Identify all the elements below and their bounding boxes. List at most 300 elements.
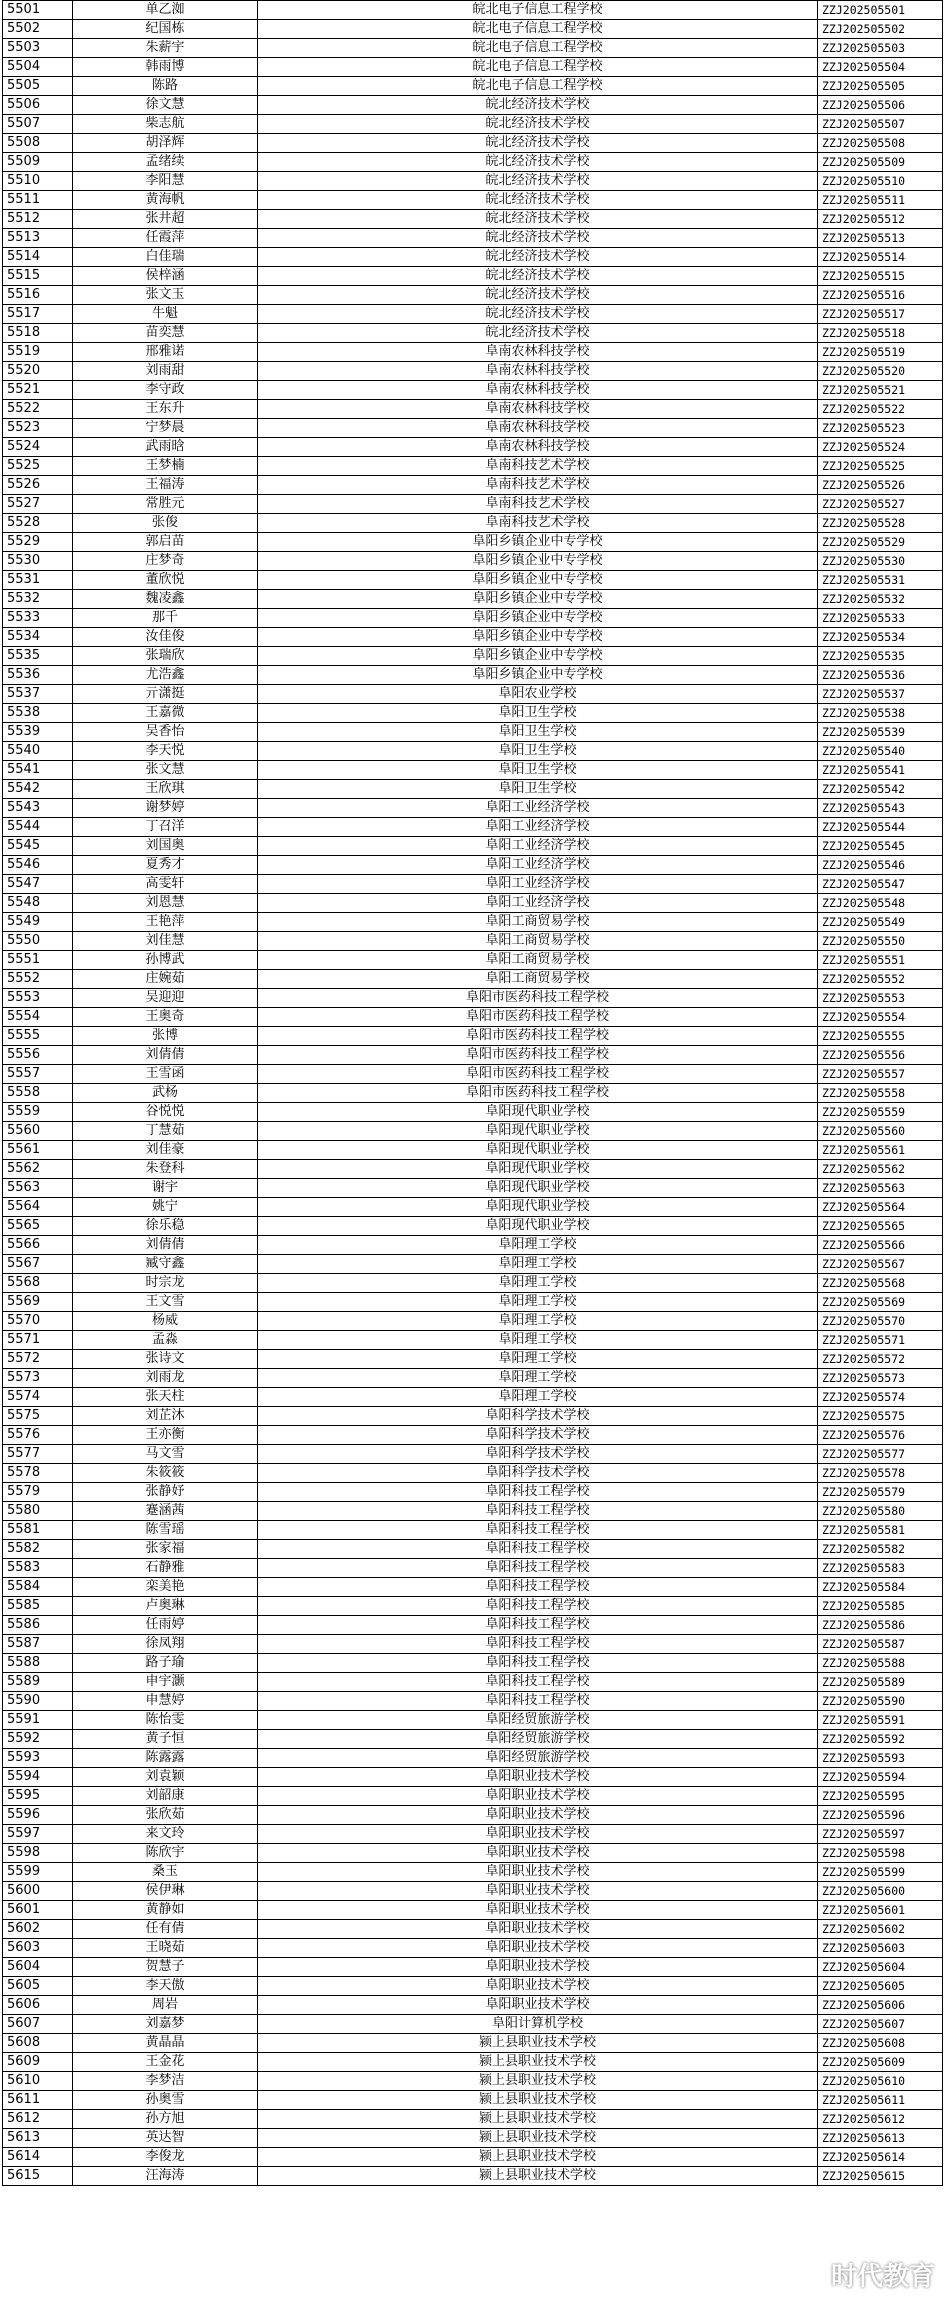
student-name-cell: 黄静如 [73, 1901, 258, 1920]
row-number-cell: 5565 [3, 1217, 73, 1236]
table-row [3, 191, 943, 210]
ticket-code-cell: ZZJ202505581 [818, 1521, 943, 1540]
student-name-cell: 任雨婷 [73, 1616, 258, 1635]
student-name-cell: 王梦楠 [73, 457, 258, 476]
ticket-code-cell: ZZJ202505523 [818, 419, 943, 438]
student-name-cell: 刘韶康 [73, 1787, 258, 1806]
ticket-code-cell: ZZJ202505554 [818, 1008, 943, 1027]
table-row [3, 1692, 943, 1711]
student-name-cell: 陈露露 [73, 1749, 258, 1768]
school-name-cell: 阜南农林科技学校 [258, 362, 818, 381]
student-name-cell: 周岩 [73, 1996, 258, 2015]
school-name-cell: 阜阳卫生学校 [258, 780, 818, 799]
school-name-cell: 皖北经济技术学校 [258, 96, 818, 115]
student-name-cell: 侯伊琳 [73, 1882, 258, 1901]
ticket-code-cell: ZZJ202505508 [818, 134, 943, 153]
ticket-code-cell: ZZJ202505502 [818, 20, 943, 39]
school-name-cell: 皖北电子信息工程学校 [258, 1, 818, 20]
table-row [3, 1445, 943, 1464]
student-name-cell: 单乙洳 [73, 1, 258, 20]
table-row [3, 837, 943, 856]
school-name-cell: 阜南科技艺术学校 [258, 476, 818, 495]
student-name-cell: 谢宇 [73, 1179, 258, 1198]
table-row [3, 609, 943, 628]
table-row [3, 1236, 943, 1255]
student-name-cell: 朱薪宇 [73, 39, 258, 58]
row-number-cell: 5580 [3, 1502, 73, 1521]
table-row [3, 533, 943, 552]
table-row [3, 1730, 943, 1749]
student-name-cell: 路子瑜 [73, 1654, 258, 1673]
table-row [3, 951, 943, 970]
student-name-cell: 陈雪瑶 [73, 1521, 258, 1540]
ticket-code-cell: ZZJ202505505 [818, 77, 943, 96]
student-name-cell: 武杨 [73, 1084, 258, 1103]
row-number-cell: 5534 [3, 628, 73, 647]
row-number-cell: 5520 [3, 362, 73, 381]
ticket-code-cell: ZZJ202505563 [818, 1179, 943, 1198]
school-name-cell: 阜阳职业技术学校 [258, 1844, 818, 1863]
school-name-cell: 阜阳现代职业学校 [258, 1103, 818, 1122]
student-name-cell: 来文玲 [73, 1825, 258, 1844]
table-row [3, 1711, 943, 1730]
row-number-cell: 5604 [3, 1958, 73, 1977]
table-row [3, 590, 943, 609]
table-row [3, 2053, 943, 2072]
ticket-code-cell: ZZJ202505587 [818, 1635, 943, 1654]
school-name-cell: 阜阳科技工程学校 [258, 1559, 818, 1578]
school-name-cell: 皖北经济技术学校 [258, 324, 818, 343]
school-name-cell: 阜阳职业技术学校 [258, 1882, 818, 1901]
school-name-cell: 阜阳现代职业学校 [258, 1141, 818, 1160]
ticket-code-cell: ZZJ202505566 [818, 1236, 943, 1255]
school-name-cell: 皖北经济技术学校 [258, 115, 818, 134]
ticket-code-cell: ZZJ202505565 [818, 1217, 943, 1236]
row-number-cell: 5597 [3, 1825, 73, 1844]
ticket-code-cell: ZZJ202505580 [818, 1502, 943, 1521]
ticket-code-cell: ZZJ202505507 [818, 115, 943, 134]
row-number-cell: 5605 [3, 1977, 73, 1996]
row-number-cell: 5596 [3, 1806, 73, 1825]
row-number-cell: 5588 [3, 1654, 73, 1673]
school-name-cell: 阜阳农业学校 [258, 685, 818, 704]
table-row [3, 818, 943, 837]
ticket-code-cell: ZZJ202505588 [818, 1654, 943, 1673]
row-number-cell: 5610 [3, 2072, 73, 2091]
school-name-cell: 阜阳经贸旅游学校 [258, 1711, 818, 1730]
table-row [3, 1369, 943, 1388]
row-number-cell: 5566 [3, 1236, 73, 1255]
row-number-cell: 5515 [3, 267, 73, 286]
student-name-cell: 谢梦婷 [73, 799, 258, 818]
school-name-cell: 阜阳科学技术学校 [258, 1407, 818, 1426]
table-row [3, 552, 943, 571]
ticket-code-cell: ZZJ202505610 [818, 2072, 943, 2091]
school-name-cell: 阜阳科技工程学校 [258, 1616, 818, 1635]
student-name-cell: 李俊龙 [73, 2148, 258, 2167]
student-name-cell: 黄子恒 [73, 1730, 258, 1749]
ticket-code-cell: ZZJ202505527 [818, 495, 943, 514]
school-name-cell: 阜阳乡镇企业中专学校 [258, 628, 818, 647]
ticket-code-cell: ZZJ202505606 [818, 1996, 943, 2015]
row-number-cell: 5587 [3, 1635, 73, 1654]
table-row [3, 419, 943, 438]
row-number-cell: 5512 [3, 210, 73, 229]
row-number-cell: 5573 [3, 1369, 73, 1388]
table-row [3, 1312, 943, 1331]
school-name-cell: 阜阳职业技术学校 [258, 1977, 818, 1996]
student-name-cell: 朱登科 [73, 1160, 258, 1179]
school-name-cell: 阜阳乡镇企业中专学校 [258, 552, 818, 571]
student-name-cell: 陈路 [73, 77, 258, 96]
table-row [3, 1825, 943, 1844]
row-number-cell: 5556 [3, 1046, 73, 1065]
row-number-cell: 5583 [3, 1559, 73, 1578]
school-name-cell: 阜阳科技工程学校 [258, 1654, 818, 1673]
row-number-cell: 5564 [3, 1198, 73, 1217]
row-number-cell: 5526 [3, 476, 73, 495]
ticket-code-cell: ZZJ202505526 [818, 476, 943, 495]
ticket-code-cell: ZZJ202505597 [818, 1825, 943, 1844]
row-number-cell: 5600 [3, 1882, 73, 1901]
school-name-cell: 阜阳现代职业学校 [258, 1179, 818, 1198]
table-row [3, 970, 943, 989]
student-name-cell: 申宇灏 [73, 1673, 258, 1692]
row-number-cell: 5539 [3, 723, 73, 742]
row-number-cell: 5612 [3, 2110, 73, 2129]
ticket-code-cell: ZZJ202505595 [818, 1787, 943, 1806]
school-name-cell: 阜南科技艺术学校 [258, 514, 818, 533]
table-row [3, 913, 943, 932]
ticket-code-cell: ZZJ202505605 [818, 1977, 943, 1996]
ticket-code-cell: ZZJ202505582 [818, 1540, 943, 1559]
table-row [3, 77, 943, 96]
ticket-code-cell: ZZJ202505524 [818, 438, 943, 457]
student-name-cell: 常胜元 [73, 495, 258, 514]
ticket-code-cell: ZZJ202505555 [818, 1027, 943, 1046]
school-name-cell: 阜阳科技工程学校 [258, 1692, 818, 1711]
table-row [3, 514, 943, 533]
table-row [3, 58, 943, 77]
row-number-cell: 5608 [3, 2034, 73, 2053]
row-number-cell: 5541 [3, 761, 73, 780]
student-name-cell: 张欣茹 [73, 1806, 258, 1825]
ticket-code-cell: ZZJ202505586 [818, 1616, 943, 1635]
school-name-cell: 阜阳工业经济学校 [258, 875, 818, 894]
row-number-cell: 5569 [3, 1293, 73, 1312]
school-name-cell: 阜阳职业技术学校 [258, 1806, 818, 1825]
school-name-cell: 阜阳工商贸易学校 [258, 913, 818, 932]
ticket-code-cell: ZZJ202505573 [818, 1369, 943, 1388]
school-name-cell: 阜阳工业经济学校 [258, 799, 818, 818]
ticket-code-cell: ZZJ202505557 [818, 1065, 943, 1084]
table-row [3, 1882, 943, 1901]
table-row [3, 1464, 943, 1483]
row-number-cell: 5516 [3, 286, 73, 305]
table-row [3, 1673, 943, 1692]
ticket-code-cell: ZZJ202505585 [818, 1597, 943, 1616]
student-name-cell: 臧守鑫 [73, 1255, 258, 1274]
row-number-cell: 5568 [3, 1274, 73, 1293]
student-name-cell: 王雪函 [73, 1065, 258, 1084]
ticket-code-cell: ZZJ202505537 [818, 685, 943, 704]
student-name-cell: 武雨晗 [73, 438, 258, 457]
table-row [3, 1407, 943, 1426]
student-name-cell: 刘恩慧 [73, 894, 258, 913]
school-name-cell: 皖北电子信息工程学校 [258, 20, 818, 39]
row-number-cell: 5562 [3, 1160, 73, 1179]
ticket-code-cell: ZZJ202505613 [818, 2129, 943, 2148]
table-row [3, 780, 943, 799]
student-name-cell: 高雯轩 [73, 875, 258, 894]
row-number-cell: 5585 [3, 1597, 73, 1616]
school-name-cell: 阜阳卫生学校 [258, 761, 818, 780]
student-name-cell: 白佳瑞 [73, 248, 258, 267]
table-row [3, 1103, 943, 1122]
school-name-cell: 颍上县职业技术学校 [258, 2110, 818, 2129]
student-name-cell: 王文雪 [73, 1293, 258, 1312]
row-number-cell: 5584 [3, 1578, 73, 1597]
row-number-cell: 5553 [3, 989, 73, 1008]
row-number-cell: 5571 [3, 1331, 73, 1350]
ticket-code-cell: ZZJ202505515 [818, 267, 943, 286]
student-name-cell: 王东升 [73, 400, 258, 419]
table-row [3, 1046, 943, 1065]
table-row [3, 1217, 943, 1236]
student-name-cell: 李天傲 [73, 1977, 258, 1996]
student-name-cell: 时宗龙 [73, 1274, 258, 1293]
table-row [3, 2110, 943, 2129]
school-name-cell: 阜阳工业经济学校 [258, 894, 818, 913]
table-row [3, 894, 943, 913]
school-name-cell: 阜阳经贸旅游学校 [258, 1730, 818, 1749]
ticket-code-cell: ZZJ202505561 [818, 1141, 943, 1160]
school-name-cell: 阜阳现代职业学校 [258, 1217, 818, 1236]
table-row [3, 286, 943, 305]
school-name-cell: 阜阳卫生学校 [258, 723, 818, 742]
ticket-code-cell: ZZJ202505509 [818, 153, 943, 172]
table-row [3, 115, 943, 134]
student-name-cell: 孟绪续 [73, 153, 258, 172]
row-number-cell: 5557 [3, 1065, 73, 1084]
table-row [3, 229, 943, 248]
table-row [3, 1502, 943, 1521]
row-number-cell: 5533 [3, 609, 73, 628]
row-number-cell: 5554 [3, 1008, 73, 1027]
student-name-cell: 王艳萍 [73, 913, 258, 932]
student-name-cell: 庄梦奇 [73, 552, 258, 571]
row-number-cell: 5614 [3, 2148, 73, 2167]
ticket-code-cell: ZZJ202505574 [818, 1388, 943, 1407]
table-row [3, 875, 943, 894]
row-number-cell: 5570 [3, 1312, 73, 1331]
ticket-code-cell: ZZJ202505518 [818, 324, 943, 343]
student-name-cell: 丁慧茹 [73, 1122, 258, 1141]
row-number-cell: 5559 [3, 1103, 73, 1122]
table-row [3, 1084, 943, 1103]
student-name-cell: 申慧婷 [73, 1692, 258, 1711]
ticket-code-cell: ZZJ202505536 [818, 666, 943, 685]
school-name-cell: 阜阳科学技术学校 [258, 1426, 818, 1445]
row-number-cell: 5536 [3, 666, 73, 685]
ticket-code-cell: ZZJ202505598 [818, 1844, 943, 1863]
table-row [3, 1806, 943, 1825]
table-row [3, 1274, 943, 1293]
ticket-code-cell: ZZJ202505572 [818, 1350, 943, 1369]
ticket-code-cell: ZZJ202505564 [818, 1198, 943, 1217]
row-number-cell: 5546 [3, 856, 73, 875]
row-number-cell: 5518 [3, 324, 73, 343]
school-name-cell: 阜阳理工学校 [258, 1236, 818, 1255]
row-number-cell: 5575 [3, 1407, 73, 1426]
ticket-code-cell: ZZJ202505542 [818, 780, 943, 799]
school-name-cell: 颍上县职业技术学校 [258, 2072, 818, 2091]
row-number-cell: 5582 [3, 1540, 73, 1559]
school-name-cell: 阜阳职业技术学校 [258, 1920, 818, 1939]
school-name-cell: 皖北经济技术学校 [258, 248, 818, 267]
table-row [3, 1578, 943, 1597]
school-name-cell: 阜阳科技工程学校 [258, 1483, 818, 1502]
row-number-cell: 5602 [3, 1920, 73, 1939]
student-name-cell: 陈欣宇 [73, 1844, 258, 1863]
row-number-cell: 5514 [3, 248, 73, 267]
ticket-code-cell: ZZJ202505569 [818, 1293, 943, 1312]
table-row [3, 457, 943, 476]
row-number-cell: 5502 [3, 20, 73, 39]
table-row [3, 1331, 943, 1350]
student-name-cell: 朱筱筱 [73, 1464, 258, 1483]
row-number-cell: 5594 [3, 1768, 73, 1787]
student-name-cell: 张博 [73, 1027, 258, 1046]
row-number-cell: 5576 [3, 1426, 73, 1445]
school-name-cell: 阜阳经贸旅游学校 [258, 1749, 818, 1768]
student-name-cell: 王嘉微 [73, 704, 258, 723]
row-number-cell: 5527 [3, 495, 73, 514]
ticket-code-cell: ZZJ202505615 [818, 2167, 943, 2186]
ticket-code-cell: ZZJ202505596 [818, 1806, 943, 1825]
school-name-cell: 阜阳科技工程学校 [258, 1578, 818, 1597]
ticket-code-cell: ZZJ202505534 [818, 628, 943, 647]
table-row [3, 1939, 943, 1958]
row-number-cell: 5510 [3, 172, 73, 191]
table-row [3, 761, 943, 780]
table-row [3, 400, 943, 419]
ticket-code-cell: ZZJ202505528 [818, 514, 943, 533]
school-name-cell: 皖北经济技术学校 [258, 305, 818, 324]
ticket-code-cell: ZZJ202505504 [818, 58, 943, 77]
ticket-code-cell: ZZJ202505614 [818, 2148, 943, 2167]
student-name-cell: 刘佳豪 [73, 1141, 258, 1160]
student-name-cell: 纪国栋 [73, 20, 258, 39]
ticket-code-cell: ZZJ202505590 [818, 1692, 943, 1711]
school-name-cell: 颍上县职业技术学校 [258, 2053, 818, 2072]
ticket-code-cell: ZZJ202505551 [818, 951, 943, 970]
table-row [3, 932, 943, 951]
row-number-cell: 5531 [3, 571, 73, 590]
school-name-cell: 阜阳工业经济学校 [258, 856, 818, 875]
school-name-cell: 阜阳理工学校 [258, 1293, 818, 1312]
school-name-cell: 阜阳职业技术学校 [258, 1863, 818, 1882]
row-number-cell: 5525 [3, 457, 73, 476]
ticket-code-cell: ZZJ202505599 [818, 1863, 943, 1882]
row-number-cell: 5615 [3, 2167, 73, 2186]
ticket-code-cell: ZZJ202505601 [818, 1901, 943, 1920]
school-name-cell: 阜南农林科技学校 [258, 419, 818, 438]
row-number-cell: 5521 [3, 381, 73, 400]
school-name-cell: 阜阳工商贸易学校 [258, 970, 818, 989]
student-name-cell: 刘雨龙 [73, 1369, 258, 1388]
student-name-cell: 魏凌鑫 [73, 590, 258, 609]
student-name-cell: 徐乐稳 [73, 1217, 258, 1236]
row-number-cell: 5537 [3, 685, 73, 704]
school-name-cell: 皖北经济技术学校 [258, 286, 818, 305]
row-number-cell: 5586 [3, 1616, 73, 1635]
student-name-cell: 刘倩倩 [73, 1236, 258, 1255]
ticket-code-cell: ZZJ202505602 [818, 1920, 943, 1939]
table-row [3, 1198, 943, 1217]
row-number-cell: 5519 [3, 343, 73, 362]
ticket-code-cell: ZZJ202505512 [818, 210, 943, 229]
table-row [3, 1844, 943, 1863]
school-name-cell: 皖北经济技术学校 [258, 172, 818, 191]
student-name-cell: 王亦衡 [73, 1426, 258, 1445]
table-row [3, 1996, 943, 2015]
ticket-code-cell: ZZJ202505546 [818, 856, 943, 875]
student-name-cell: 张诗文 [73, 1350, 258, 1369]
row-number-cell: 5592 [3, 1730, 73, 1749]
row-number-cell: 5579 [3, 1483, 73, 1502]
school-name-cell: 阜南科技艺术学校 [258, 457, 818, 476]
school-name-cell: 颍上县职业技术学校 [258, 2129, 818, 2148]
row-number-cell: 5551 [3, 951, 73, 970]
student-name-cell: 杨威 [73, 1312, 258, 1331]
school-name-cell: 阜阳计算机学校 [258, 2015, 818, 2034]
school-name-cell: 阜阳科技工程学校 [258, 1521, 818, 1540]
table-row [3, 39, 943, 58]
table-row [3, 1179, 943, 1198]
row-number-cell: 5577 [3, 1445, 73, 1464]
student-name-cell: 栾美艳 [73, 1578, 258, 1597]
ticket-code-cell: ZZJ202505594 [818, 1768, 943, 1787]
school-name-cell: 阜阳市医药科技工程学校 [258, 1046, 818, 1065]
ticket-code-cell: ZZJ202505520 [818, 362, 943, 381]
ticket-code-cell: ZZJ202505589 [818, 1673, 943, 1692]
row-number-cell: 5529 [3, 533, 73, 552]
student-name-cell: 张家福 [73, 1540, 258, 1559]
ticket-code-cell: ZZJ202505575 [818, 1407, 943, 1426]
student-name-cell: 李阳慧 [73, 172, 258, 191]
student-name-cell: 石静雅 [73, 1559, 258, 1578]
ticket-code-cell: ZZJ202505535 [818, 647, 943, 666]
school-name-cell: 阜阳现代职业学校 [258, 1122, 818, 1141]
row-number-cell: 5578 [3, 1464, 73, 1483]
student-name-cell: 尤浩鑫 [73, 666, 258, 685]
student-name-cell: 黄晶晶 [73, 2034, 258, 2053]
table-row [3, 153, 943, 172]
row-number-cell: 5561 [3, 1141, 73, 1160]
table-row [3, 1597, 943, 1616]
student-name-cell: 邢雅诺 [73, 343, 258, 362]
student-name-cell: 张俊 [73, 514, 258, 533]
row-number-cell: 5550 [3, 932, 73, 951]
table-row [3, 1901, 943, 1920]
table-row [3, 1521, 943, 1540]
row-number-cell: 5528 [3, 514, 73, 533]
row-number-cell: 5595 [3, 1787, 73, 1806]
table-row [3, 1787, 943, 1806]
school-name-cell: 皖北经济技术学校 [258, 153, 818, 172]
row-number-cell: 5508 [3, 134, 73, 153]
